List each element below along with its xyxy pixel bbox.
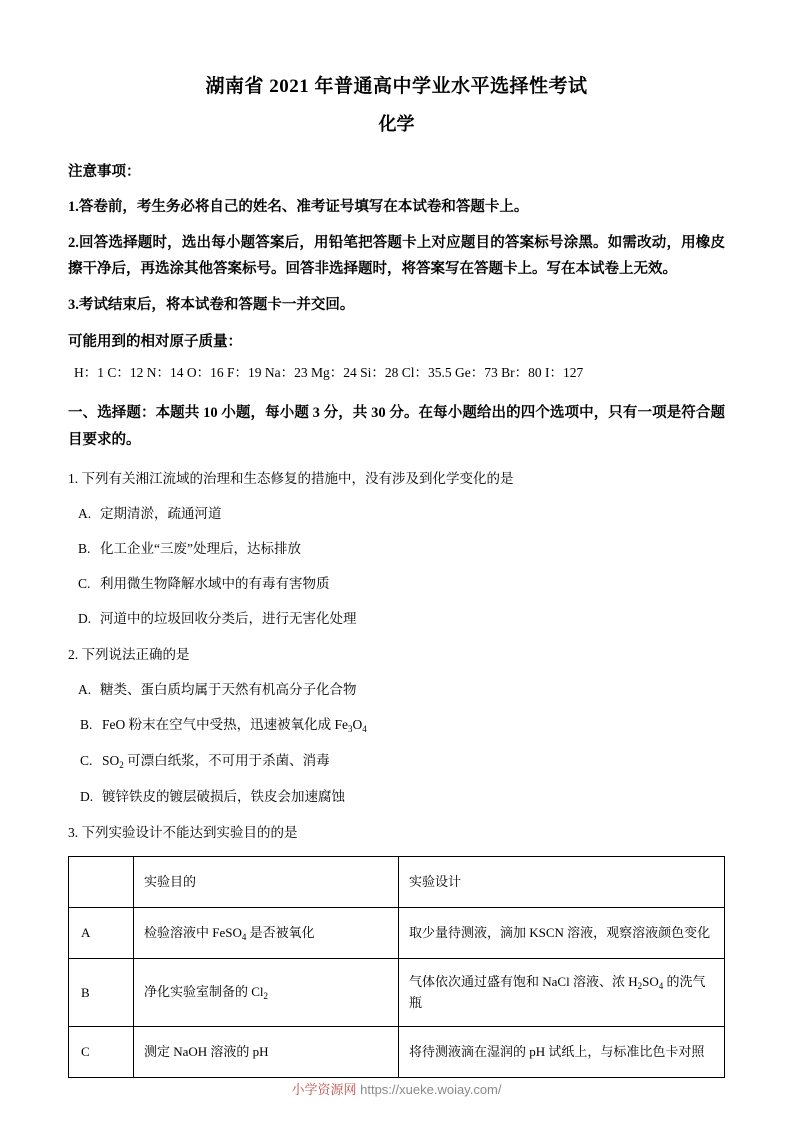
question-1-option-c-text: 利用微生物降解水域中的有毒有害物质 bbox=[100, 576, 330, 591]
section-heading-multiple-choice: 一、选择题：本题共 10 小题，每小题 3 分，共 30 分。在每小题给出的四个选项中，只有一项是符合题目要求的。 bbox=[68, 405, 725, 448]
table-row bbox=[69, 959, 725, 1027]
notice-item-1: 1.答卷前，考生务必将自己的姓名、准考证号填写在本试卷和答题卡上。 bbox=[68, 199, 529, 215]
table-row-b-id: B bbox=[69, 959, 134, 1027]
notice-item-2: 2.回答选择题时，选出每小题答案后，用铅笔把答题卡上对应题目的答案标号涂黑。如需改动，用橡皮擦干净后，再选涂其他答案标号。回答非选择题时，将答案写在答题卡上。写在本试卷上无效。 bbox=[68, 235, 725, 277]
question-1-option-c bbox=[68, 573, 725, 595]
experiment-table bbox=[68, 856, 725, 1078]
question-1-option-b-label: B. bbox=[78, 541, 91, 556]
page-subtitle: 化学 bbox=[378, 114, 415, 134]
question-3-number: 3. bbox=[68, 825, 79, 840]
notice-item-3: 3.考试结束后，将本试卷和答题卡一并交回。 bbox=[68, 297, 355, 313]
question-1-option-b bbox=[68, 538, 725, 560]
question-2-option-c-label: C. bbox=[80, 753, 93, 768]
question-2-option-b-text: FeO 粉末在空气中受热，迅速被氧化成 $Fe_3O_4$ bbox=[102, 717, 367, 734]
question-2-option-b-label: B. bbox=[80, 717, 93, 732]
question-1-option-d bbox=[68, 608, 725, 630]
question-1-option-a bbox=[68, 503, 725, 525]
watermark bbox=[0, 1079, 793, 1098]
table-header-design: 实验设计 bbox=[399, 857, 725, 908]
question-2-option-b bbox=[68, 714, 725, 737]
atomic-mass-heading: 可能用到的相对原子质量： bbox=[68, 334, 242, 350]
question-2-option-a-label: A. bbox=[78, 682, 92, 697]
question-2-stem: 下列说法正确的是 bbox=[81, 647, 190, 662]
question-2-option-a bbox=[68, 679, 725, 701]
table-row-b-purpose: 净化实验室制备的 $Cl_2$ bbox=[134, 959, 399, 1027]
question-1-number: 1. bbox=[68, 471, 79, 486]
question-2-option-d-label: D. bbox=[80, 789, 94, 804]
table-header-id bbox=[69, 857, 134, 908]
question-1-option-b-text: 化工企业“三废”处理后，达标排放 bbox=[100, 541, 301, 556]
question-1-option-a-text: 定期清淤，疏通河道 bbox=[100, 506, 222, 521]
table-row bbox=[69, 1027, 725, 1078]
notice-heading: 注意事项： bbox=[68, 164, 141, 180]
question-2-option-d-text: 镀锌铁皮的镀层破损后，铁皮会加速腐蚀 bbox=[102, 789, 345, 804]
question-2-option-c-text: $SO_2$ 可漂白纸浆，不可用于杀菌、消毒 bbox=[102, 753, 330, 770]
table-header-row bbox=[69, 857, 725, 908]
question-3-stem: 下列实验设计不能达到实验目的的是 bbox=[81, 825, 298, 840]
question-2 bbox=[68, 644, 725, 666]
table-row-c-design: 将待测液滴在湿润的 pH 试纸上，与标准比色卡对照 bbox=[399, 1027, 725, 1078]
table-row-a-purpose: 检验溶液中 FeSO$_4$ 是否被氧化 bbox=[134, 908, 399, 959]
question-2-option-a-text: 糖类、蛋白质均属于天然有机高分子化合物 bbox=[100, 682, 357, 697]
question-1-option-d-label: D. bbox=[78, 611, 92, 626]
table-row-c-purpose: 测定 NaOH 溶液的 pH bbox=[134, 1027, 399, 1078]
table-row-a-design: 取少量待测液，滴加 KSCN 溶液，观察溶液颜色变化 bbox=[399, 908, 725, 959]
question-2-option-d bbox=[68, 786, 725, 808]
question-1-option-c-label: C. bbox=[78, 576, 91, 591]
atomic-mass-values: H：1 C：12 N：14 O：16 F：19 Na：23 Mg：24 Si：28 Cl：35.5 Ge：73 Br：80 I：127 bbox=[74, 365, 584, 380]
table-row-b-design: 气体依次通过盛有饱和 NaCl 溶液、浓 $H_2SO_4$ 的洗气瓶 bbox=[399, 959, 725, 1027]
question-2-option-c bbox=[68, 750, 725, 773]
watermark-brand: 小学资源网 bbox=[291, 1082, 357, 1097]
question-1-option-a-label: A. bbox=[78, 506, 92, 521]
question-3 bbox=[68, 822, 725, 844]
watermark-url: https://xueke.woiay.com/ bbox=[360, 1082, 502, 1097]
table-row bbox=[69, 908, 725, 959]
question-1 bbox=[68, 468, 725, 490]
table-header-purpose: 实验目的 bbox=[134, 857, 399, 908]
question-1-stem: 下列有关湘江流域的治理和生态修复的措施中，没有涉及到化学变化的是 bbox=[81, 471, 514, 486]
table-row-c-id: C bbox=[69, 1027, 134, 1078]
page-title: 湖南省 2021 年普通高中学业水平选择性考试 bbox=[205, 76, 588, 97]
question-1-option-d-text: 河道中的垃圾回收分类后，进行无害化处理 bbox=[100, 611, 357, 626]
question-2-number: 2. bbox=[68, 647, 79, 662]
table-row-a-id: A bbox=[69, 908, 134, 959]
